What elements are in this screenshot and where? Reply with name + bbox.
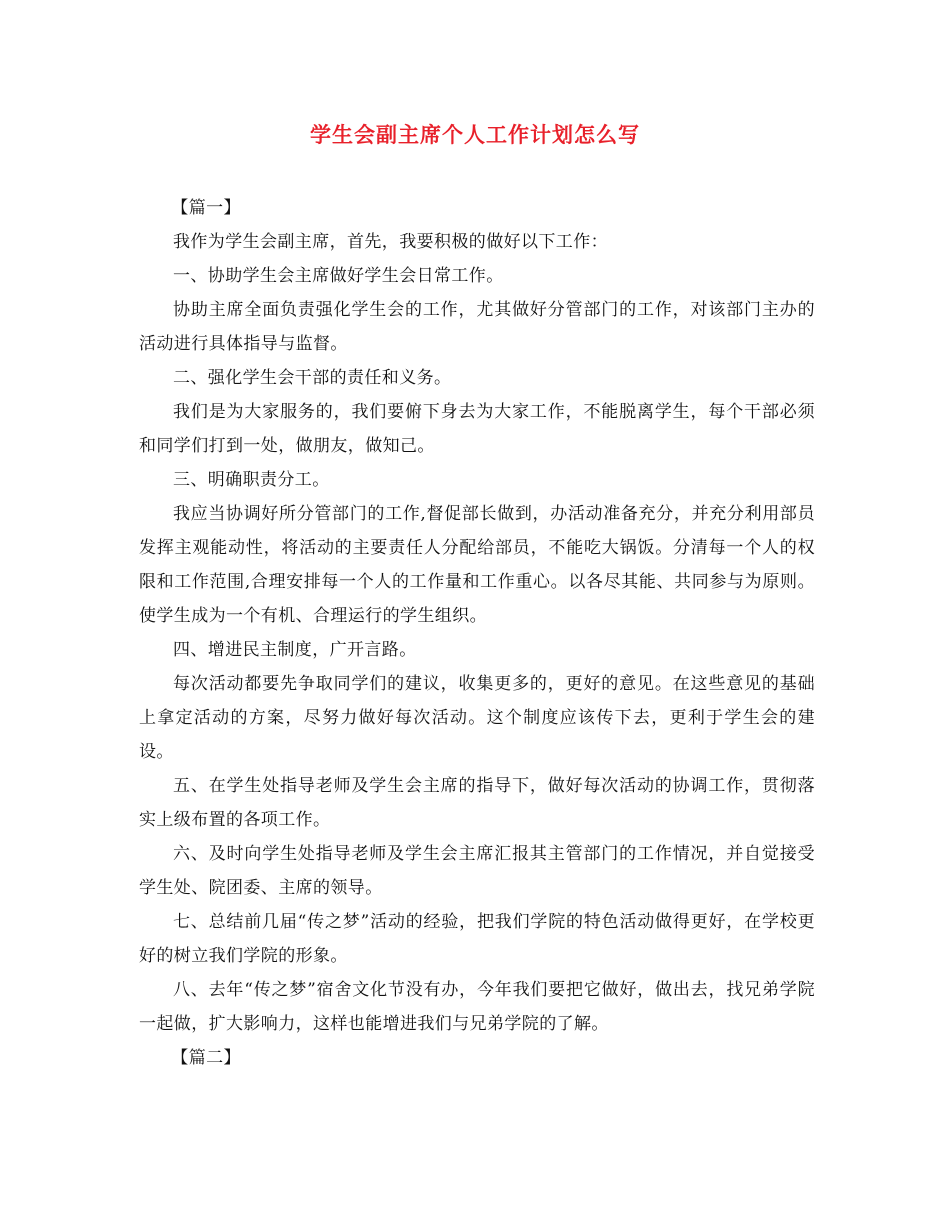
section-heading-1: 【篇一】	[171, 198, 241, 218]
paragraph: 每次活动都要先争取同学们的建议，收集更多的，更好的意见。在这些意见的基础上拿定活动的方案，尽努力做好每次活动。这个制度应该传下去，更利于学生会的建设。	[139, 674, 815, 762]
paragraph: 六、及时向学生处指导老师及学生会主席汇报其主管部门的工作情况，并自觉接受学生处、院团委、主席的领导。	[139, 844, 815, 898]
paragraph: 一、协助学生会主席做好学生会日常工作。	[173, 266, 504, 286]
paragraph: 我作为学生会副主席，首先，我要积极的做好以下工作：	[173, 232, 608, 252]
section-heading-2: 【篇二】	[171, 1048, 241, 1068]
paragraph: 我们是为大家服务的，我们要俯下身去为大家工作，不能脱离学生，每个干部必须和同学们打到一处，做朋友，做知己。	[139, 402, 815, 456]
paragraph: 三、明确职责分工。	[173, 470, 330, 490]
paragraph: 二、强化学生会干部的责任和义务。	[173, 368, 452, 388]
document-title: 学生会副主席个人工作计划怎么写	[310, 122, 640, 147]
paragraph: 四、增进民主制度，广开言路。	[173, 640, 417, 660]
document-body	[139, 191, 815, 1075]
paragraph: 八、去年“传之梦”宿舍文化节没有办，今年我们要把它做好，做出去，找兄弟学院一起做，扩大影响力，这样也能增进我们与兄弟学院的了解。	[139, 980, 815, 1034]
paragraph: 协助主席全面负责强化学生会的工作，尤其做好分管部门的工作，对该部门主办的活动进行具体指导与监督。	[139, 300, 815, 354]
paragraph: 七、总结前几届“传之梦”活动的经验，把我们学院的特色活动做得更好，在学校更好的树立我们学院的形象。	[139, 912, 815, 966]
paragraph: 五、在学生处指导老师及学生会主席的指导下，做好每次活动的协调工作，贯彻落实上级布置的各项工作。	[139, 776, 815, 830]
paragraph: 我应当协调好所分管部门的工作,督促部长做到，办活动准备充分，并充分利用部员发挥主观能动性，将活动的主要责任人分配给部员，不能吃大锅饭。分清每一个人的权限和工作范围,合理安排每一个人的工作量和工作重心。以各尽其能、共同参与为原则。使学生成为一个有机、合理运行的学生组织。	[139, 504, 815, 626]
